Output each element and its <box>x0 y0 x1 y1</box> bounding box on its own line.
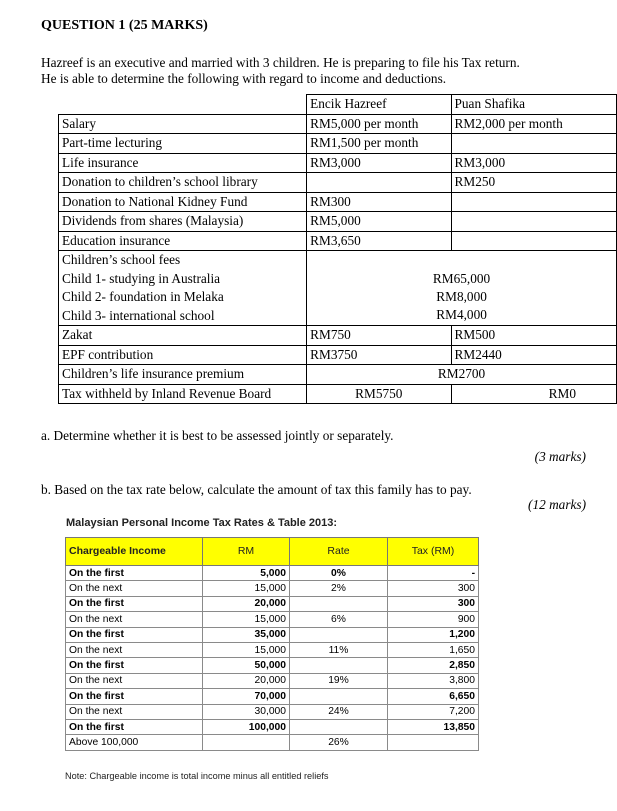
part-a-marks: (3 marks) <box>534 449 586 464</box>
header-wife: Puan Shafika <box>451 95 617 115</box>
table-row: EPF contribution RM3750 RM2440 <box>59 345 617 365</box>
intro-line-2: He is able to determine the following with regard to income and deductions. <box>41 71 447 86</box>
table-row: Children’s school fees RM65,000 RM8,000 RM4,000 <box>59 251 617 270</box>
tax-rate-note: Note: Chargeable income is total income minus all entitled reliefs <box>65 771 329 781</box>
tax-rate-row: On the first 35,000 1,200 <box>66 627 479 642</box>
tax-rate-header-row: Chargeable Income RM Rate Tax (RM) <box>66 538 479 566</box>
table-row: Tax withheld by Inland Revenue Board RM5750 RM0 <box>59 384 617 404</box>
table-row: Dividends from shares (Malaysia) RM5,000 <box>59 212 617 232</box>
header-husband: Encik Hazreef <box>307 95 451 115</box>
tax-rate-row: On the first 70,000 6,650 <box>66 689 479 704</box>
table-row: Part-time lecturing RM1,500 per month <box>59 134 617 154</box>
table-row: Zakat RM750 RM500 <box>59 326 617 346</box>
question-intro <box>41 55 601 87</box>
tax-rate-panel <box>58 515 485 781</box>
tax-rate-row: On the first 50,000 2,850 <box>66 658 479 673</box>
table-row: Education insurance RM3,650 <box>59 231 617 251</box>
tax-rate-row: On the next 15,000 2% 300 <box>66 581 479 596</box>
question-title: QUESTION 1 (25 MARKS) <box>41 18 208 33</box>
part-a-question: a. Determine whether it is best to be assessed jointly or separately. <box>41 428 394 443</box>
tax-rate-row: On the first 20,000 300 <box>66 596 479 611</box>
table-row: Salary RM5,000 per month RM2,000 per month <box>59 114 617 134</box>
table-row: Child 3- international school <box>59 307 617 326</box>
school-fees-joint: RM65,000 RM8,000 RM4,000 <box>307 251 617 326</box>
table-row: Children’s life insurance premium RM2700 <box>59 365 617 385</box>
table-header-row <box>59 95 617 115</box>
table-row: Donation to children’s school library RM250 <box>59 173 617 193</box>
tax-rate-row: On the next 20,000 19% 3,800 <box>66 673 479 688</box>
table-row: Child 2- foundation in Melaka <box>59 288 617 307</box>
part-b-question: b. Based on the tax rate below, calculate the amount of tax this family has to pay. <box>41 482 472 497</box>
tax-rate-row: On the next 15,000 11% 1,650 <box>66 642 479 657</box>
intro-line-1: Hazreef is an executive and married with 3 children. He is preparing to file his Tax return. <box>41 55 520 70</box>
tax-rate-row: On the first 100,000 13,850 <box>66 719 479 734</box>
tax-rate-title: Malaysian Personal Income Tax Rates & Table 2013: <box>66 517 338 529</box>
tax-rate-row: On the first 5,000 0% - <box>66 566 479 581</box>
income-deductions-table <box>58 94 617 404</box>
table-row: Life insurance RM3,000 RM3,000 <box>59 153 617 173</box>
table-row: Donation to National Kidney Fund RM300 <box>59 192 617 212</box>
tax-rate-row: Above 100,000 26% <box>66 735 479 750</box>
table-row: Child 1- studying in Australia <box>59 270 617 289</box>
tax-rate-table <box>65 537 479 751</box>
tax-rate-row: On the next 30,000 24% 7,200 <box>66 704 479 719</box>
part-b-marks: (12 marks) <box>528 497 586 512</box>
tax-rate-row: On the next 15,000 6% 900 <box>66 612 479 627</box>
